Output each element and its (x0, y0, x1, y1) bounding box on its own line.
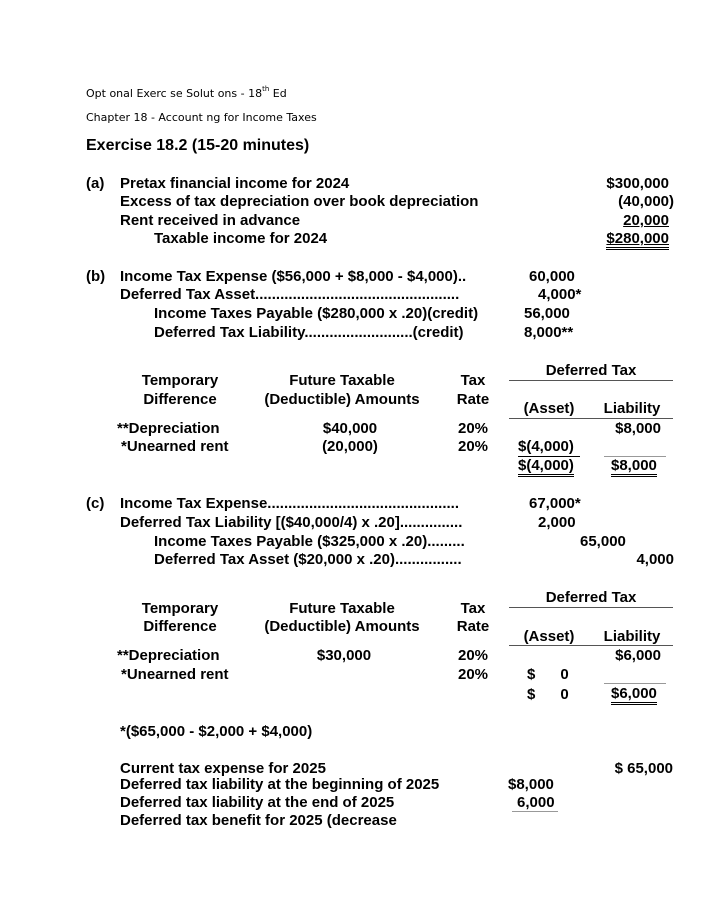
summary-row-right: $ 65,000 (614, 760, 673, 777)
col-temporary: Temporary (141, 600, 219, 617)
part-a-row-text: Pretax financial income for 2024 (120, 175, 350, 192)
total-liability: $8,000 (611, 458, 657, 477)
header-edition-sup: th (262, 85, 270, 93)
col-liability: Liability (603, 628, 661, 645)
col-future-taxable: Future Taxable (289, 372, 395, 389)
table-row-liability: $6,000 (615, 647, 661, 664)
part-a-row-amount: (40,000) (618, 193, 674, 210)
document-header (86, 85, 287, 100)
summary-row-mid: $8,000 (508, 776, 554, 793)
header-rule (509, 380, 673, 381)
column-rule (509, 645, 673, 646)
summary-rule (512, 811, 558, 812)
table-row-difference: *Unearned rent (121, 438, 229, 455)
col-future-taxable: Future Taxable (289, 600, 395, 617)
part-c-entry-text: Income Taxes Payable ($325,000 x .20)......... (154, 533, 465, 550)
part-b-entry-amount: 8,000** (524, 324, 574, 341)
col-temporary: Temporary (141, 372, 219, 389)
part-b-entry-amount: 56,000 (524, 305, 570, 322)
summary-row-text: Deferred tax liability at the beginning of 2025 (120, 776, 440, 793)
table-row-difference: **Depreciation (117, 647, 220, 664)
part-c-entry-amount: 67,000* (529, 495, 581, 512)
part-a-total-wrap (560, 230, 669, 250)
part-a-total-text: Taxable income for 2024 (154, 230, 328, 247)
part-b-entry-text: Deferred Tax Liability..........................(credit) (154, 324, 464, 341)
deferred-tax-header: Deferred Tax (545, 362, 637, 379)
table-row-asset: $ 0 (527, 666, 569, 683)
summary-row-text: Deferred tax benefit for 2025 (decrease (120, 812, 397, 829)
part-c-label: (c) (86, 495, 105, 512)
part-c-entry-amount: 2,000 (538, 514, 576, 531)
total-asset: $(4,000) (518, 458, 574, 477)
table-row-difference: *Unearned rent (121, 666, 229, 683)
part-b-entry-amount: 4,000* (538, 286, 582, 303)
total-liability: $6,000 (611, 686, 657, 705)
col-asset: (Asset) (523, 400, 575, 417)
part-b-entry-amount: 60,000 (529, 268, 575, 285)
liability-subtotal-rule (604, 683, 666, 684)
table-row-rate: 20% (457, 438, 489, 455)
table-row-liability: $8,000 (615, 420, 661, 437)
col-tax: Tax (460, 372, 486, 389)
col-tax: Tax (460, 600, 486, 617)
table-row-difference: **Depreciation (117, 420, 220, 437)
col-difference: Difference (143, 618, 217, 635)
part-c-entry-amount: 4,000 (636, 551, 674, 568)
part-a-row-amount: $300,000 (606, 175, 669, 192)
part-c-entry-text: Deferred Tax Asset ($20,000 x .20)................ (154, 551, 462, 568)
summary-row-mid: 6,000 (517, 794, 555, 811)
table-row-rate: 20% (457, 420, 489, 437)
table-row-amount: $40,000 (322, 420, 378, 437)
part-c-entry-text: Income Tax Expense.............................................. (120, 495, 459, 512)
col-deductible-amounts: (Deductible) Amounts (264, 391, 420, 408)
col-liability: Liability (603, 400, 661, 417)
col-asset: (Asset) (523, 628, 575, 645)
chapter-header: Chapter 18 - Account ng for Income Taxes (86, 111, 317, 124)
part-b-label: (b) (86, 268, 106, 285)
part-b-entry-text: Deferred Tax Asset................................................. (120, 286, 460, 303)
part-a-row-amount: 20,000 (623, 212, 669, 229)
part-a-total-amount: $280,000 (606, 231, 669, 250)
table-row-asset: $(4,000) (518, 438, 574, 455)
part-a-row-text: Rent received in advance (120, 212, 301, 229)
table-row-amount: $30,000 (316, 647, 372, 664)
part-a-row-amount-wrap (560, 212, 669, 230)
summary-row-text: Current tax expense for 2025 (120, 760, 326, 777)
column-rule (509, 418, 673, 419)
footnote: *($65,000 - $2,000 + $4,000) (120, 723, 313, 740)
part-c-entry-amount: 65,000 (580, 533, 626, 550)
part-a-label: (a) (86, 175, 105, 192)
col-rate: Rate (456, 391, 490, 408)
exercise-title: Exercise 18.2 (15-20 minutes) (86, 137, 310, 154)
table-row-rate: 20% (457, 666, 489, 683)
header-course-text: Opt onal Exerc se Solut ons - 18 (86, 87, 263, 100)
total-asset: $ 0 (527, 686, 569, 703)
part-b-entry-text: Income Taxes Payable ($280,000 x .20)(credit) (154, 305, 479, 322)
table-row-rate: 20% (457, 647, 489, 664)
summary-row-text: Deferred tax liability at the end of 2025 (120, 794, 395, 811)
part-c-entry-text: Deferred Tax Liability [($40,000/4) x .20]............... (120, 514, 463, 531)
header-edition-text: Ed (269, 87, 287, 100)
header-rule (509, 607, 673, 608)
col-deductible-amounts: (Deductible) Amounts (264, 618, 420, 635)
part-a-row-text: Excess of tax depreciation over book depreciation (120, 193, 479, 210)
part-b-entry-text: Income Tax Expense ($56,000 + $8,000 - $4,000).. (120, 268, 467, 285)
deferred-tax-header: Deferred Tax (545, 589, 637, 606)
table-row-amount: (20,000) (322, 438, 378, 455)
col-difference: Difference (143, 391, 217, 408)
col-rate: Rate (456, 618, 490, 635)
